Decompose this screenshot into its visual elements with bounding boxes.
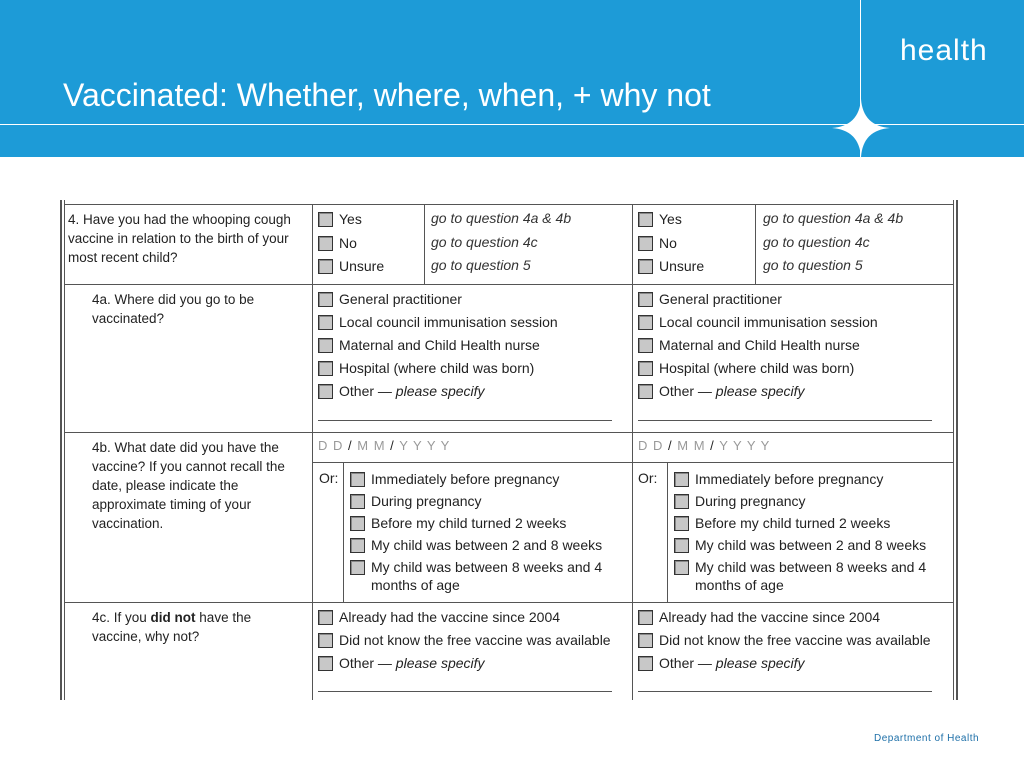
checkbox[interactable] bbox=[674, 560, 689, 575]
q4a-option[interactable] bbox=[318, 359, 534, 377]
q4-goto-yes: go to question 4a & 4b bbox=[431, 210, 572, 226]
option-label: No bbox=[659, 235, 677, 251]
checkbox[interactable] bbox=[350, 560, 365, 575]
q4-option-no[interactable] bbox=[318, 234, 357, 252]
q4a-option[interactable] bbox=[638, 313, 878, 331]
question-4a-text: 4a. Where did you go to be vaccinated? bbox=[92, 292, 255, 326]
q4b-option[interactable] bbox=[674, 558, 952, 594]
star-logo-icon bbox=[832, 99, 890, 157]
q4c-option[interactable] bbox=[318, 608, 560, 626]
option-label: Already had the vaccine since 2004 bbox=[339, 609, 561, 625]
checkbox[interactable] bbox=[318, 212, 333, 227]
option-label: Other — bbox=[659, 383, 712, 399]
table-border-top bbox=[64, 204, 954, 205]
checkbox[interactable] bbox=[638, 610, 653, 625]
date-day: D D bbox=[318, 438, 344, 453]
checkbox[interactable] bbox=[318, 315, 333, 330]
brand-wordmark: health bbox=[900, 34, 988, 67]
q4a-option-other[interactable] bbox=[638, 382, 805, 400]
q4c-option-other[interactable] bbox=[318, 654, 485, 672]
q4a-option[interactable] bbox=[318, 336, 540, 354]
checkbox[interactable] bbox=[638, 212, 653, 227]
checkbox[interactable] bbox=[350, 494, 365, 509]
q4a-option-other[interactable] bbox=[318, 382, 485, 400]
option-label: My child was between 8 weeks and 4 months of age bbox=[695, 559, 927, 593]
option-label: Local council immunisation session bbox=[339, 314, 558, 330]
please-specify-label: please specify bbox=[715, 383, 805, 399]
table-row-divider bbox=[64, 432, 954, 433]
checkbox[interactable] bbox=[350, 472, 365, 487]
option-label: Unsure bbox=[339, 258, 385, 274]
date-separator: / bbox=[390, 438, 395, 453]
option-label: During pregnancy bbox=[695, 493, 806, 509]
table-row-divider bbox=[312, 462, 954, 463]
q4-goto-yes: go to question 4a & 4b bbox=[763, 210, 904, 226]
q4a-option[interactable] bbox=[638, 290, 782, 308]
q4c-option[interactable] bbox=[318, 631, 611, 649]
option-label: My child was between 2 and 8 weeks bbox=[371, 537, 603, 553]
option-label: General practitioner bbox=[339, 291, 462, 307]
table-col-divider bbox=[667, 462, 668, 602]
option-label: Other — bbox=[659, 655, 712, 671]
q4a-option[interactable] bbox=[638, 359, 854, 377]
date-separator: / bbox=[710, 438, 715, 453]
specify-input-line[interactable] bbox=[318, 691, 612, 692]
q4-option-no[interactable] bbox=[638, 234, 677, 252]
option-label: My child was between 8 weeks and 4 months of age bbox=[371, 559, 603, 593]
q4b-option[interactable] bbox=[674, 492, 806, 510]
option-label: General practitioner bbox=[659, 291, 782, 307]
date-month: M M bbox=[357, 438, 386, 453]
option-label: Yes bbox=[659, 211, 682, 227]
checkbox[interactable] bbox=[638, 315, 653, 330]
option-label: Maternal and Child Health nurse bbox=[659, 337, 860, 353]
date-year: Y Y Y Y bbox=[719, 438, 771, 453]
date-day: D D bbox=[638, 438, 664, 453]
option-label: Maternal and Child Health nurse bbox=[339, 337, 540, 353]
survey-form bbox=[60, 200, 958, 700]
date-separator: / bbox=[348, 438, 353, 453]
option-label: Did not know the free vaccine was available bbox=[339, 632, 611, 648]
q4-option-yes[interactable] bbox=[638, 210, 682, 228]
q4-option-yes[interactable] bbox=[318, 210, 362, 228]
checkbox[interactable] bbox=[638, 633, 653, 648]
table-row-divider bbox=[64, 602, 954, 603]
specify-input-line[interactable] bbox=[638, 691, 932, 692]
q4b-option[interactable] bbox=[674, 470, 883, 488]
footer-department: Department of Health bbox=[874, 733, 980, 744]
option-label: Did not know the free vaccine was available bbox=[659, 632, 931, 648]
checkbox[interactable] bbox=[674, 538, 689, 553]
checkbox[interactable] bbox=[350, 516, 365, 531]
q4a-option[interactable] bbox=[638, 336, 860, 354]
or-label: Or: bbox=[319, 470, 339, 486]
checkbox[interactable] bbox=[318, 610, 333, 625]
option-label: Hospital (where child was born) bbox=[659, 360, 855, 376]
table-col-divider bbox=[755, 204, 756, 284]
question-4-text: 4. Have you had the whooping cough vaccine in relation to the birth of your most recent child? bbox=[68, 212, 291, 265]
or-label: Or: bbox=[638, 470, 658, 486]
date-input[interactable] bbox=[638, 438, 770, 453]
q4c-option[interactable] bbox=[638, 631, 931, 649]
checkbox[interactable] bbox=[638, 338, 653, 353]
specify-input-line[interactable] bbox=[318, 420, 612, 421]
checkbox[interactable] bbox=[638, 656, 653, 671]
checkbox[interactable] bbox=[674, 516, 689, 531]
date-month: M M bbox=[677, 438, 706, 453]
header-banner bbox=[0, 0, 1024, 157]
q4-goto-unsure: go to question 5 bbox=[431, 257, 531, 273]
q4-goto-no: go to question 4c bbox=[431, 234, 538, 250]
option-label: During pregnancy bbox=[371, 493, 482, 509]
checkbox[interactable] bbox=[350, 538, 365, 553]
checkbox[interactable] bbox=[318, 656, 333, 671]
please-specify-label: please specify bbox=[395, 655, 485, 671]
checkbox[interactable] bbox=[638, 361, 653, 376]
question-4c-prefix: 4c. If you bbox=[92, 610, 147, 625]
option-label: Already had the vaccine since 2004 bbox=[659, 609, 881, 625]
date-input[interactable] bbox=[318, 438, 450, 453]
checkbox[interactable] bbox=[318, 236, 333, 251]
specify-input-line[interactable] bbox=[638, 420, 932, 421]
checkbox[interactable] bbox=[318, 361, 333, 376]
checkbox[interactable] bbox=[318, 338, 333, 353]
option-label: Local council immunisation session bbox=[659, 314, 878, 330]
q4b-option[interactable] bbox=[350, 558, 630, 594]
please-specify-label: please specify bbox=[395, 383, 485, 399]
option-label: Unsure bbox=[659, 258, 705, 274]
q4a-option[interactable] bbox=[318, 290, 462, 308]
checkbox[interactable] bbox=[318, 259, 333, 274]
checkbox[interactable] bbox=[638, 384, 653, 399]
q4a-option[interactable] bbox=[318, 313, 558, 331]
checkbox[interactable] bbox=[318, 633, 333, 648]
option-label: Other — bbox=[339, 655, 392, 671]
checkbox[interactable] bbox=[318, 292, 333, 307]
q4b-option[interactable] bbox=[674, 514, 890, 532]
option-label: Other — bbox=[339, 383, 392, 399]
question-4c-text bbox=[92, 608, 292, 646]
option-label: Hospital (where child was born) bbox=[339, 360, 535, 376]
q4-option-unsure[interactable] bbox=[318, 257, 384, 275]
checkbox[interactable] bbox=[318, 384, 333, 399]
table-col-divider bbox=[424, 204, 425, 284]
q4c-option-other[interactable] bbox=[638, 654, 805, 672]
table-border-left-inner bbox=[64, 200, 65, 700]
table-border-left bbox=[60, 200, 62, 700]
q4b-option[interactable] bbox=[350, 492, 482, 510]
question-4b-text: 4b. What date did you have the vaccine? If you cannot recall the date, please indicate the approximate timing of your vaccination. bbox=[92, 440, 285, 531]
option-label: Before my child turned 2 weeks bbox=[695, 515, 891, 531]
q4b-option[interactable] bbox=[674, 536, 926, 554]
checkbox[interactable] bbox=[674, 472, 689, 487]
checkbox[interactable] bbox=[638, 292, 653, 307]
q4-option-unsure[interactable] bbox=[638, 257, 704, 275]
table-border-right-inner bbox=[953, 200, 954, 700]
q4-goto-no: go to question 4c bbox=[763, 234, 870, 250]
date-separator: / bbox=[668, 438, 673, 453]
date-year: Y Y Y Y bbox=[399, 438, 451, 453]
question-4c-suffix: have the vaccine, why not? bbox=[92, 610, 252, 644]
checkbox[interactable] bbox=[638, 236, 653, 251]
q4c-option[interactable] bbox=[638, 608, 880, 626]
table-col-divider bbox=[343, 462, 344, 602]
table-row-divider bbox=[64, 284, 954, 285]
q4b-option[interactable] bbox=[350, 514, 566, 532]
checkbox[interactable] bbox=[674, 494, 689, 509]
checkbox[interactable] bbox=[638, 259, 653, 274]
option-label: Immediately before pregnancy bbox=[371, 471, 560, 487]
q4b-option[interactable] bbox=[350, 536, 602, 554]
q4b-option[interactable] bbox=[350, 470, 559, 488]
option-label: Before my child turned 2 weeks bbox=[371, 515, 567, 531]
table-col-divider bbox=[632, 204, 633, 700]
option-label: My child was between 2 and 8 weeks bbox=[695, 537, 927, 553]
table-col-divider bbox=[312, 204, 313, 700]
table-border-right bbox=[956, 200, 958, 700]
option-label: Immediately before pregnancy bbox=[695, 471, 884, 487]
option-label: No bbox=[339, 235, 357, 251]
option-label: Yes bbox=[339, 211, 362, 227]
please-specify-label: please specify bbox=[715, 655, 805, 671]
question-4c-emphasis: did not bbox=[150, 610, 196, 625]
q4-goto-unsure: go to question 5 bbox=[763, 257, 863, 273]
page-title: Vaccinated: Whether, where, when, + why not bbox=[63, 77, 711, 113]
